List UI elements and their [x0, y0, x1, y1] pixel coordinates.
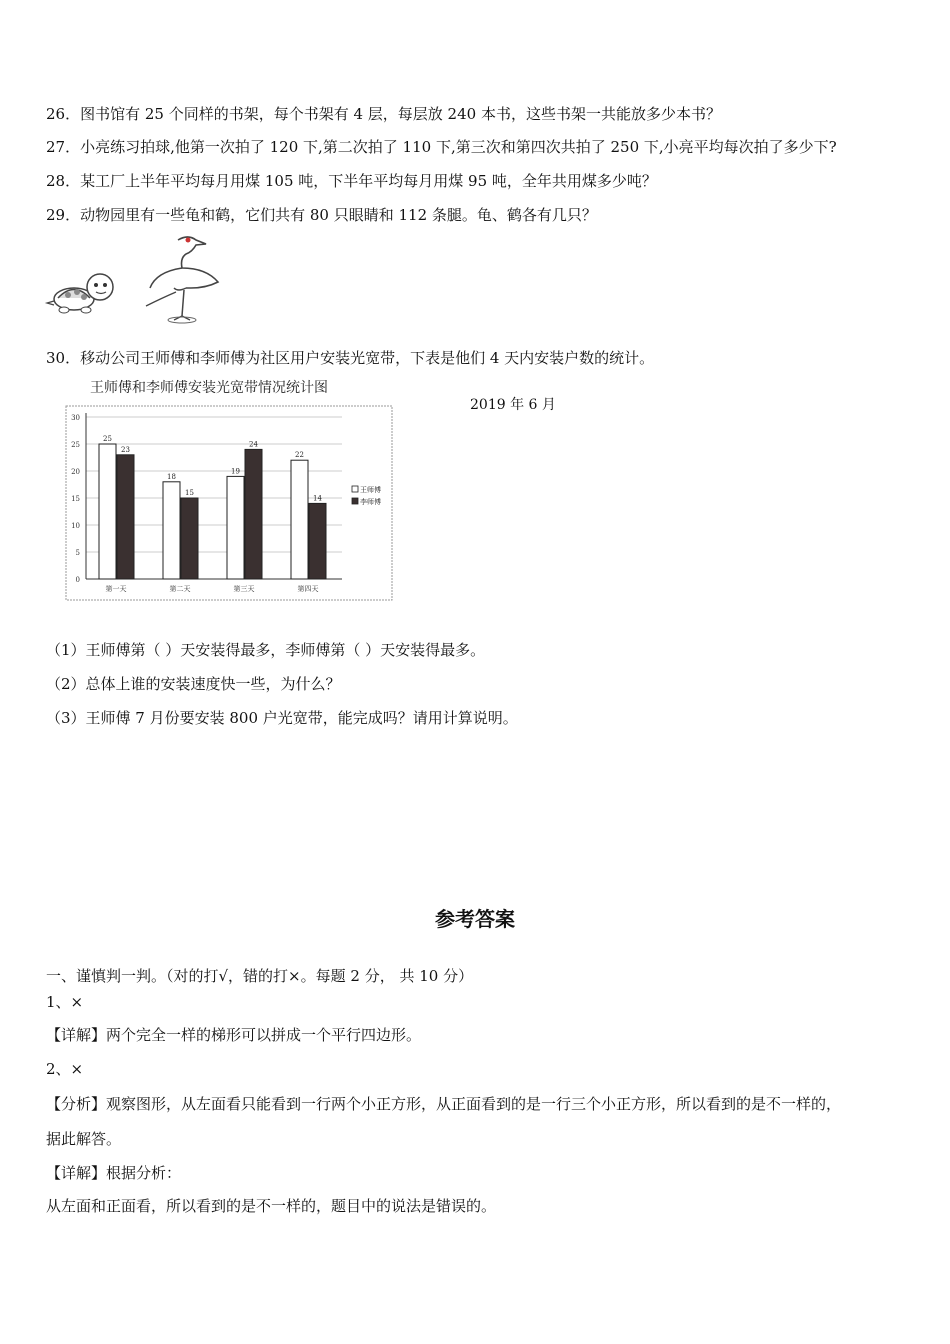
answer-2-analysis-cont: 据此解答。 [46, 1130, 122, 1148]
answer-2-detail: 从左面和正面看，所以看到的是不一样的，题目中的说法是错误的。 [46, 1197, 497, 1215]
x-tick-label: 第一天 [105, 585, 127, 593]
question-26: 26．图书馆有 25 个同样的书架，每个书架有 4 层，每层放 240 本书，这些书架一共能放多少本书？ [46, 105, 721, 123]
answer-2-detail-head: 【详解】根据分析： [46, 1164, 182, 1182]
answer-2-analysis: 【分析】观察图形，从左面看只能看到一行两个小正方形，从正面看到的是一行三个小正方形，所以看到的是不一样的， [46, 1095, 842, 1113]
bar-chart [60, 374, 400, 606]
y-tick-label: 20 [71, 468, 80, 476]
question-28: 28．某工厂上半年平均每月用煤 105 吨，下半年平均每月用煤 95 吨，全年共用煤多少吨？ [46, 172, 657, 190]
data-label: 19 [231, 467, 240, 476]
bar-wang [291, 460, 308, 579]
data-label: 22 [295, 451, 304, 460]
question-30-3: （3）王师傅 7 月份要安装 800 户光宽带，能完成吗？请用计算说明。 [46, 709, 518, 727]
question-30-2: （2）总体上谁的安装速度快一些，为什么？ [46, 675, 341, 693]
answer-1: 1、× [46, 993, 84, 1011]
data-label: 23 [121, 445, 130, 454]
chart-date: 2019 年 6 月 [470, 397, 556, 413]
bar-li [245, 449, 262, 579]
data-label: 18 [167, 472, 176, 481]
bar-wang [99, 444, 116, 579]
y-tick-label: 15 [71, 495, 80, 503]
chart-svg [60, 374, 400, 606]
question-29: 29．动物园里有一些龟和鹤，它们共有 80 只眼睛和 112 条腿。龟、鹤各有几只？ [46, 206, 597, 224]
data-label: 24 [249, 440, 258, 449]
data-label: 25 [103, 435, 112, 443]
legend-label: 李师傅 [360, 498, 381, 506]
answer-1-detail: 【详解】两个完全一样的梯形可以拼成一个平行四边形。 [46, 1026, 422, 1044]
crane-illustration [136, 232, 226, 327]
legend-label: 王师傅 [360, 486, 381, 494]
answers-title: 参考答案 [435, 907, 515, 931]
question-27: 27．小亮练习拍球,他第一次拍了 120 下,第二次拍了 110 下,第三次和第四次共拍了 250 下,小亮平均每次拍了多少下? [46, 138, 837, 156]
y-tick-label: 5 [75, 549, 80, 557]
bar-wang [163, 482, 180, 579]
chart-title: 王师傅和李师傅安装光宽带情况统计图 [90, 380, 328, 396]
x-tick-label: 第四天 [297, 585, 319, 593]
y-tick-label: 25 [71, 441, 80, 449]
question-30-1: （1）王师傅第（ ）天安装得最多，李师傅第（ ）天安装得最多。 [46, 641, 486, 659]
bar-li [309, 503, 326, 579]
y-tick-label: 30 [71, 414, 80, 422]
answers-section-1: 一、谨慎判一判。（对的打√，错的打×。每题 2 分， 共 10 分） [46, 967, 474, 985]
bar-li [181, 498, 198, 579]
answer-2: 2、× [46, 1060, 84, 1078]
data-label: 14 [313, 494, 322, 503]
y-tick-label: 0 [75, 576, 80, 584]
data-label: 15 [185, 489, 194, 497]
legend-swatch [352, 498, 358, 504]
question-30: 30．移动公司王师傅和李师傅为社区用户安装光宽带，下表是他们 4 天内安装户数的统计。 [46, 349, 655, 367]
legend-swatch [352, 486, 358, 492]
x-tick-label: 第三天 [233, 585, 255, 593]
y-tick-label: 10 [71, 522, 80, 530]
bar-li [117, 455, 134, 579]
x-tick-label: 第二天 [169, 585, 191, 593]
turtle-illustration [44, 265, 124, 320]
bar-wang [227, 476, 244, 579]
